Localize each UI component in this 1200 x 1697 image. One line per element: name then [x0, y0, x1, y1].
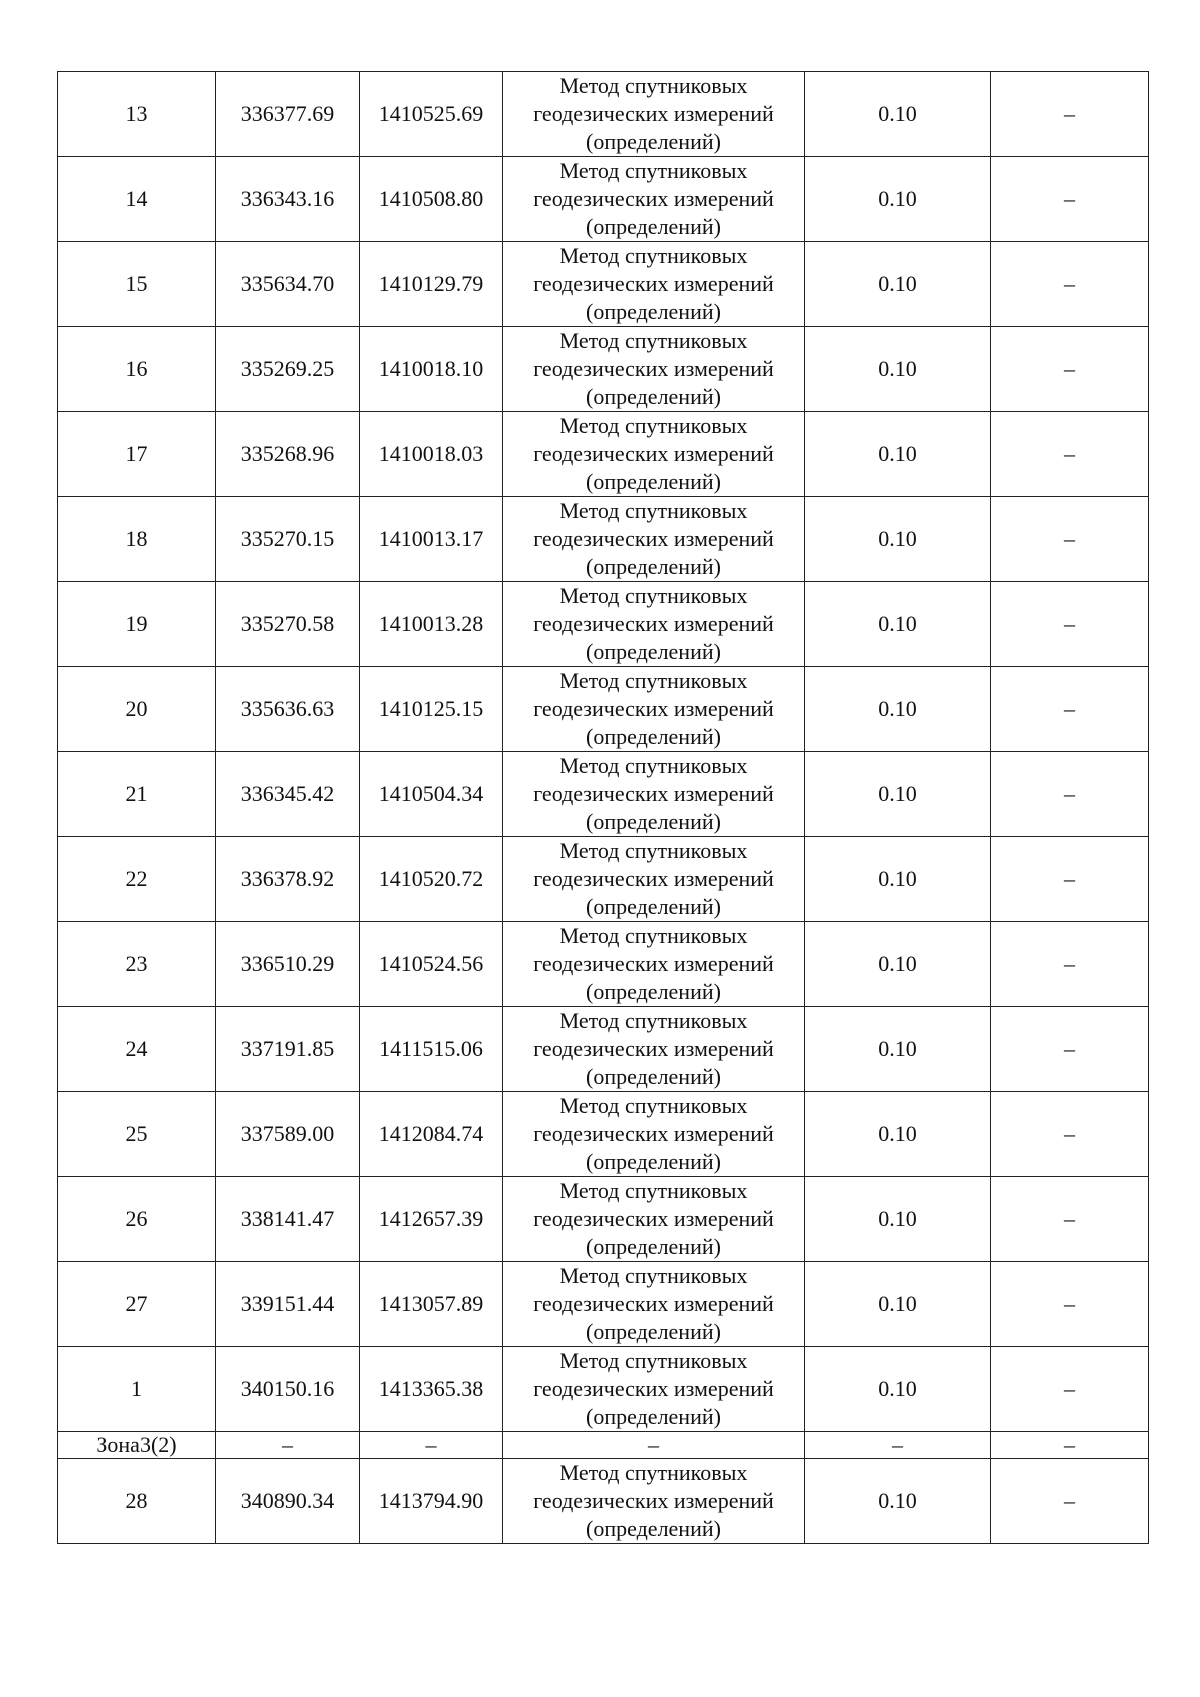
method-line: (определений) — [586, 1516, 721, 1541]
method-line: геодезических измерений — [533, 1291, 774, 1316]
point-number-cell: Зона3(2) — [58, 1432, 216, 1459]
method-line: Метод спутниковых — [559, 1348, 748, 1373]
accuracy-cell: 0.10 — [805, 1347, 991, 1432]
method-line: геодезических измерений — [533, 1376, 774, 1401]
method-cell — [503, 1347, 805, 1432]
point-number-cell: 20 — [58, 667, 216, 752]
accuracy-cell: 0.10 — [805, 667, 991, 752]
method-line: Метод спутниковых — [559, 498, 748, 523]
method-cell — [503, 242, 805, 327]
coordinate-y-cell: 1413057.89 — [360, 1262, 503, 1347]
method-cell — [503, 667, 805, 752]
point-number-cell: 15 — [58, 242, 216, 327]
method-line: (определений) — [586, 384, 721, 409]
method-line: Метод спутниковых — [559, 328, 748, 353]
note-cell: – — [991, 242, 1149, 327]
method-line: геодезических измерений — [533, 271, 774, 296]
coordinate-x-cell: 340890.34 — [216, 1459, 360, 1544]
point-number-cell: 24 — [58, 1007, 216, 1092]
accuracy-cell: 0.10 — [805, 242, 991, 327]
method-line: Метод спутниковых — [559, 1093, 748, 1118]
coordinate-y-cell: 1411515.06 — [360, 1007, 503, 1092]
accuracy-cell: 0.10 — [805, 1177, 991, 1262]
method-line: геодезических измерений — [533, 186, 774, 211]
method-line: геодезических измерений — [533, 951, 774, 976]
table-row — [58, 1177, 1149, 1262]
point-number-cell: 25 — [58, 1092, 216, 1177]
method-line: Метод спутниковых — [559, 413, 748, 438]
coordinate-x-cell: 336378.92 — [216, 837, 360, 922]
accuracy-cell: 0.10 — [805, 922, 991, 1007]
coordinate-x-cell: 338141.47 — [216, 1177, 360, 1262]
method-line: (определений) — [586, 979, 721, 1004]
table-row — [58, 327, 1149, 412]
method-cell — [503, 1432, 805, 1459]
method-line: – — [648, 1432, 659, 1457]
accuracy-cell: 0.10 — [805, 837, 991, 922]
method-line: Метод спутниковых — [559, 668, 748, 693]
method-line: геодезических измерений — [533, 1206, 774, 1231]
method-cell — [503, 1007, 805, 1092]
method-line: (определений) — [586, 1319, 721, 1344]
point-number-cell: 17 — [58, 412, 216, 497]
method-line: Метод спутниковых — [559, 1008, 748, 1033]
point-number-cell: 16 — [58, 327, 216, 412]
coordinate-x-cell: 336345.42 — [216, 752, 360, 837]
document-page — [57, 71, 1148, 1544]
method-line: геодезических измерений — [533, 1036, 774, 1061]
coordinate-y-cell: – — [360, 1432, 503, 1459]
method-line: геодезических измерений — [533, 866, 774, 891]
method-line: Метод спутниковых — [559, 838, 748, 863]
method-line: геодезических измерений — [533, 1488, 774, 1513]
coordinate-y-cell: 1410524.56 — [360, 922, 503, 1007]
accuracy-cell: – — [805, 1432, 991, 1459]
table-row — [58, 157, 1149, 242]
coordinate-x-cell: 335268.96 — [216, 412, 360, 497]
method-line: Метод спутниковых — [559, 923, 748, 948]
coordinate-y-cell: 1410520.72 — [360, 837, 503, 922]
coordinate-y-cell: 1412084.74 — [360, 1092, 503, 1177]
coordinate-y-cell: 1410013.17 — [360, 497, 503, 582]
point-number-cell: 18 — [58, 497, 216, 582]
accuracy-cell: 0.10 — [805, 412, 991, 497]
table-row — [58, 72, 1149, 157]
table-row — [58, 1347, 1149, 1432]
point-number-cell: 13 — [58, 72, 216, 157]
table-row — [58, 1262, 1149, 1347]
coordinate-y-cell: 1410525.69 — [360, 72, 503, 157]
note-cell: – — [991, 1092, 1149, 1177]
point-number-cell: 26 — [58, 1177, 216, 1262]
method-line: Метод спутниковых — [559, 583, 748, 608]
coordinate-x-cell: 339151.44 — [216, 1262, 360, 1347]
method-line: Метод спутниковых — [559, 1263, 748, 1288]
table-row — [58, 752, 1149, 837]
method-line: геодезических измерений — [533, 101, 774, 126]
method-cell — [503, 837, 805, 922]
accuracy-cell: 0.10 — [805, 752, 991, 837]
coordinate-x-cell: 335634.70 — [216, 242, 360, 327]
note-cell: – — [991, 1007, 1149, 1092]
point-number-cell: 28 — [58, 1459, 216, 1544]
coordinate-y-cell: 1410013.28 — [360, 582, 503, 667]
coordinate-y-cell: 1410129.79 — [360, 242, 503, 327]
coordinate-y-cell: 1413794.90 — [360, 1459, 503, 1544]
method-line: геодезических измерений — [533, 356, 774, 381]
table-row — [58, 1092, 1149, 1177]
accuracy-cell: 0.10 — [805, 497, 991, 582]
coordinate-y-cell: 1412657.39 — [360, 1177, 503, 1262]
accuracy-cell: 0.10 — [805, 1007, 991, 1092]
note-cell: – — [991, 837, 1149, 922]
method-line: Метод спутниковых — [559, 753, 748, 778]
coordinate-x-cell: 335269.25 — [216, 327, 360, 412]
note-cell: – — [991, 1262, 1149, 1347]
table-row — [58, 412, 1149, 497]
coordinate-x-cell: 340150.16 — [216, 1347, 360, 1432]
note-cell: – — [991, 1432, 1149, 1459]
method-line: (определений) — [586, 894, 721, 919]
method-cell — [503, 327, 805, 412]
method-line: Метод спутниковых — [559, 243, 748, 268]
coordinate-x-cell: 337589.00 — [216, 1092, 360, 1177]
method-cell — [503, 72, 805, 157]
note-cell: – — [991, 157, 1149, 242]
table-row — [58, 922, 1149, 1007]
table-row — [58, 242, 1149, 327]
point-number-cell: 21 — [58, 752, 216, 837]
method-cell — [503, 412, 805, 497]
note-cell: – — [991, 1459, 1149, 1544]
method-cell — [503, 752, 805, 837]
table-row — [58, 1007, 1149, 1092]
zone-row — [58, 1432, 1149, 1459]
accuracy-cell: 0.10 — [805, 1262, 991, 1347]
method-line: (определений) — [586, 1149, 721, 1174]
point-number-cell: 19 — [58, 582, 216, 667]
note-cell: – — [991, 1347, 1149, 1432]
method-line: геодезических измерений — [533, 1121, 774, 1146]
method-line: геодезических измерений — [533, 611, 774, 636]
coordinate-x-cell: 336343.16 — [216, 157, 360, 242]
table-row — [58, 837, 1149, 922]
method-line: геодезических измерений — [533, 526, 774, 551]
coordinate-x-cell: 335636.63 — [216, 667, 360, 752]
method-cell — [503, 1092, 805, 1177]
note-cell: – — [991, 667, 1149, 752]
coordinate-x-cell: 336510.29 — [216, 922, 360, 1007]
accuracy-cell: 0.10 — [805, 72, 991, 157]
coordinate-x-cell: 337191.85 — [216, 1007, 360, 1092]
method-cell — [503, 157, 805, 242]
coordinates-table-body — [58, 72, 1149, 1544]
method-cell — [503, 1177, 805, 1262]
method-cell — [503, 922, 805, 1007]
method-line: (определений) — [586, 1234, 721, 1259]
coordinate-y-cell: 1410018.10 — [360, 327, 503, 412]
accuracy-cell: 0.10 — [805, 582, 991, 667]
method-line: Метод спутниковых — [559, 158, 748, 183]
coordinate-y-cell: 1410125.15 — [360, 667, 503, 752]
method-line: Метод спутниковых — [559, 1460, 748, 1485]
coordinate-y-cell: 1410018.03 — [360, 412, 503, 497]
method-line: Метод спутниковых — [559, 73, 748, 98]
method-line: (определений) — [586, 1064, 721, 1089]
coordinate-y-cell: 1410508.80 — [360, 157, 503, 242]
note-cell: – — [991, 922, 1149, 1007]
method-line: геодезических измерений — [533, 441, 774, 466]
coordinate-y-cell: 1410504.34 — [360, 752, 503, 837]
method-cell — [503, 582, 805, 667]
note-cell: – — [991, 327, 1149, 412]
coordinates-table — [57, 71, 1149, 1544]
coordinate-y-cell: 1413365.38 — [360, 1347, 503, 1432]
accuracy-cell: 0.10 — [805, 327, 991, 412]
method-line: (определений) — [586, 1404, 721, 1429]
coordinate-x-cell: 335270.15 — [216, 497, 360, 582]
table-row — [58, 497, 1149, 582]
accuracy-cell: 0.10 — [805, 1092, 991, 1177]
coordinate-x-cell: – — [216, 1432, 360, 1459]
method-line: Метод спутниковых — [559, 1178, 748, 1203]
method-line: геодезических измерений — [533, 781, 774, 806]
note-cell: – — [991, 497, 1149, 582]
note-cell: – — [991, 1177, 1149, 1262]
table-row — [58, 582, 1149, 667]
method-line: (определений) — [586, 469, 721, 494]
accuracy-cell: 0.10 — [805, 1459, 991, 1544]
table-row — [58, 667, 1149, 752]
point-number-cell: 22 — [58, 837, 216, 922]
method-line: (определений) — [586, 214, 721, 239]
method-line: (определений) — [586, 809, 721, 834]
method-line: (определений) — [586, 639, 721, 664]
point-number-cell: 27 — [58, 1262, 216, 1347]
method-line: (определений) — [586, 129, 721, 154]
note-cell: – — [991, 72, 1149, 157]
coordinate-x-cell: 335270.58 — [216, 582, 360, 667]
point-number-cell: 23 — [58, 922, 216, 1007]
note-cell: – — [991, 582, 1149, 667]
method-cell — [503, 1262, 805, 1347]
note-cell: – — [991, 412, 1149, 497]
method-line: геодезических измерений — [533, 696, 774, 721]
point-number-cell: 1 — [58, 1347, 216, 1432]
method-cell — [503, 1459, 805, 1544]
coordinate-x-cell: 336377.69 — [216, 72, 360, 157]
method-line: (определений) — [586, 554, 721, 579]
accuracy-cell: 0.10 — [805, 157, 991, 242]
method-cell — [503, 497, 805, 582]
note-cell: – — [991, 752, 1149, 837]
table-row — [58, 1459, 1149, 1544]
point-number-cell: 14 — [58, 157, 216, 242]
method-line: (определений) — [586, 299, 721, 324]
method-line: (определений) — [586, 724, 721, 749]
